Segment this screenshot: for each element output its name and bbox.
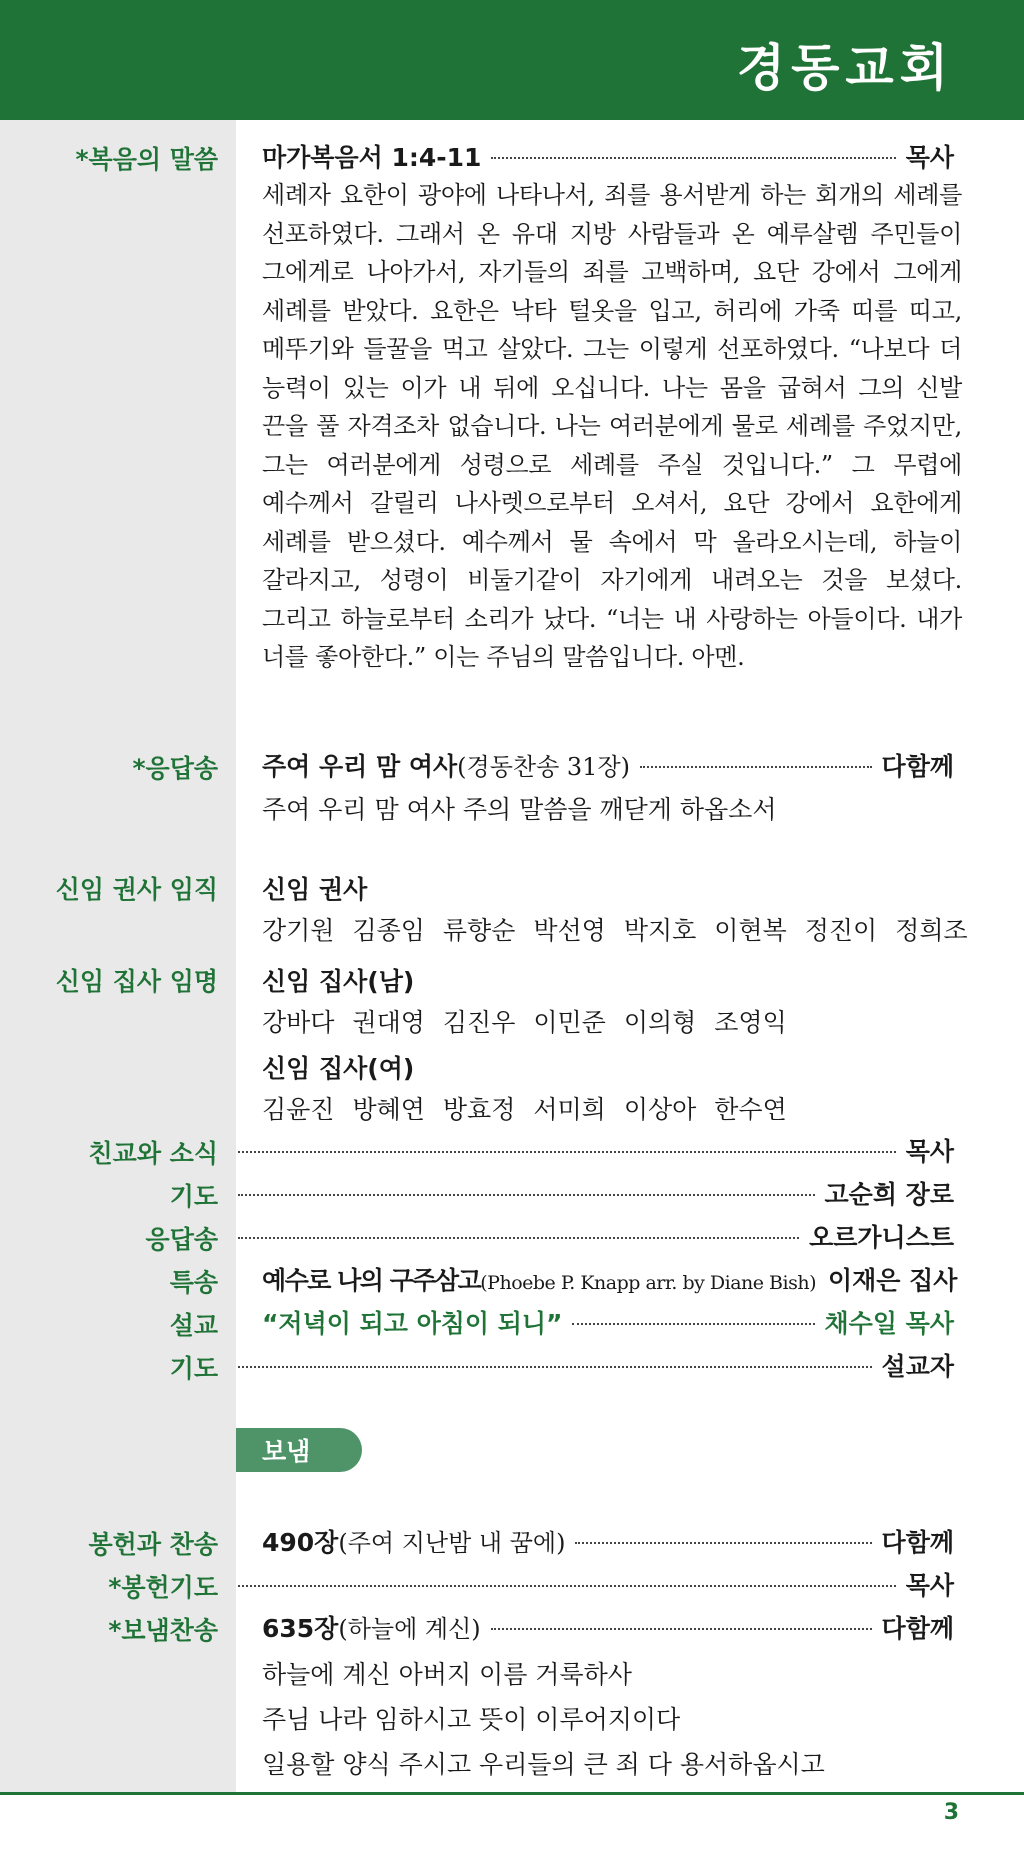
closing-hymn-ref: (하늘에 계신) xyxy=(338,1615,481,1643)
fellowship-leader: 목사 xyxy=(905,1137,954,1166)
church-name: 경동교회 xyxy=(736,39,954,97)
name-item: 이현복 xyxy=(714,916,787,945)
special-song-ref: (Phoebe P. Knapp arr. by Diane Bish) xyxy=(480,1272,816,1294)
gospel-leader: 목사 xyxy=(905,143,954,172)
dot-leader xyxy=(238,1237,799,1239)
name-item: 김윤진 xyxy=(262,1095,335,1124)
name-item: 강기원 xyxy=(262,916,335,945)
offering-prayer-leader: 목사 xyxy=(905,1571,954,1600)
name-item: 류향순 xyxy=(442,916,516,945)
response-song-leader: 다함께 xyxy=(881,752,954,781)
row-closing-hymn xyxy=(262,1609,954,1645)
name-item: 권대영 xyxy=(352,1008,425,1037)
name-item: 강바다 xyxy=(262,1008,335,1037)
name-item: 박선영 xyxy=(533,916,606,945)
row-response2 xyxy=(236,1218,954,1254)
deacon-male-subhead: 신임 집사(남) xyxy=(262,967,415,996)
row-prayer2 xyxy=(236,1347,954,1383)
name-item: 조영익 xyxy=(714,1008,787,1037)
response-song-ref: (경동찬송 31장) xyxy=(457,753,630,781)
dot-leader xyxy=(238,1585,896,1587)
closing-hymn-leader: 다함께 xyxy=(881,1614,954,1643)
name-item: 김종임 xyxy=(352,916,425,945)
response-song-line: 주여 우리 맘 여사 주의 말씀을 깨닫게 하옵소서 xyxy=(262,795,777,824)
gospel-title: 마가복음서 1:4-11 xyxy=(262,143,482,172)
closing-hymn-line: 주님 나라 임하시고 뜻이 이루어지이다 xyxy=(262,1705,681,1734)
dot-leader xyxy=(238,1366,872,1368)
section-title-sending: 보냄 xyxy=(236,1428,362,1472)
prayer2-leader: 설교자 xyxy=(881,1352,954,1381)
response2-leader: 오르가니스트 xyxy=(809,1223,954,1252)
label-offering: 봉헌과 찬송 xyxy=(88,1530,218,1559)
dot-leader xyxy=(575,1542,871,1544)
deacon-female-subhead: 신임 집사(여) xyxy=(262,1054,415,1083)
deaconess-names xyxy=(262,911,968,947)
dot-leader xyxy=(640,766,872,768)
dot-leader xyxy=(491,1628,872,1630)
response-song-title: 주여 우리 맘 여사 xyxy=(262,752,458,781)
label-sermon: 설교 xyxy=(169,1311,218,1340)
row-sermon xyxy=(262,1304,954,1340)
footer-rule xyxy=(0,1792,1024,1795)
dot-leader xyxy=(238,1194,815,1196)
row-offering-prayer xyxy=(236,1566,954,1602)
dot-leader xyxy=(238,1151,896,1153)
dot-leader xyxy=(572,1323,814,1325)
special-song-title: 예수로 나의 구주삼고 xyxy=(262,1266,481,1295)
header-bar xyxy=(0,0,1024,120)
row-special-song xyxy=(262,1261,958,1297)
name-item: 박지호 xyxy=(623,916,697,945)
name-item: 김진우 xyxy=(442,1008,516,1037)
special-song-leader: 이재은 집사 xyxy=(827,1266,958,1295)
prayer-leader: 고순희 장로 xyxy=(824,1180,954,1209)
label-special-song: 특송 xyxy=(169,1268,218,1297)
name-item: 정희조 xyxy=(895,916,968,945)
name-item: 방혜연 xyxy=(352,1095,425,1124)
name-item: 이상아 xyxy=(623,1095,697,1124)
label-response-song: *응답송 xyxy=(132,754,218,783)
label-prayer2: 기도 xyxy=(169,1354,218,1383)
closing-hymn-line: 하늘에 계신 아버지 이름 거룩하사 xyxy=(262,1660,632,1689)
name-item: 이민준 xyxy=(533,1008,606,1037)
offering-title: 490장 xyxy=(262,1528,339,1557)
label-fellowship: 친교와 소식 xyxy=(88,1139,218,1168)
label-deacon: 신임 집사 임명 xyxy=(55,967,218,996)
label-prayer: 기도 xyxy=(169,1182,218,1211)
sermon-leader: 채수일 목사 xyxy=(824,1309,954,1338)
name-item: 방효정 xyxy=(442,1095,516,1124)
deacon-male-names xyxy=(262,1003,787,1039)
label-closing-hymn: *보냄찬송 xyxy=(108,1616,218,1645)
page-number: 3 xyxy=(943,1800,959,1825)
label-offering-prayer: *봉헌기도 xyxy=(108,1573,218,1602)
name-item: 이의형 xyxy=(623,1008,697,1037)
label-gospel: *복음의 말씀 xyxy=(75,145,218,174)
deacon-female-names xyxy=(262,1090,787,1126)
offering-leader: 다함께 xyxy=(881,1528,954,1557)
closing-hymn-line: 일용할 양식 주시고 우리들의 큰 죄 다 용서하옵시고 xyxy=(262,1750,825,1779)
row-gospel xyxy=(262,138,954,174)
offering-ref: (주여 지난밤 내 꿈에) xyxy=(338,1529,566,1557)
deaconess-subhead: 신임 권사 xyxy=(262,875,368,904)
closing-hymn-title: 635장 xyxy=(262,1614,339,1643)
name-item: 서미희 xyxy=(533,1095,606,1124)
label-deaconess: 신임 권사 임직 xyxy=(55,875,218,904)
gospel-text: 세례자 요한이 광야에 나타나서, 죄를 용서받게 하는 회개의 세례를 선포하였다. 그래서 온 유대 지방 사람들과 온 예루살렘 주민들이 그에게로 나아가서, 자기들의 죄를 고백하며, 요단 강에서 그에게 세례를 받았다. 요한은 낙타 털옷을 입고, 허리에 가죽 띠를 띠고, 메뚜기와 들꿀을 먹고 살았다. 그는 이렇게 선포하였다. “나보다 더 능력이 있는 이가 내 뒤에 오십니다. 나는 몸을 굽혀서 그의 신발 끈을 풀 자격조차 없습니다. 나는 여러분에게 물로 세례를 주었지만, 그는 여러분에게 성령으로 세례를 주실 것입니다.” 그 무렵에 예수께서 갈릴리 나사렛으로부터 오셔서, 요단 강에서 요한에게 세례를 받으셨다. 예수께서 물 속에서 막 올라오시는데, 하늘이 갈라지고, 성령이 비둘기같이 자기에게 내려오는 것을 보셨다. 그리고 하늘로부터 소리가 났다. “너는 내 사랑하는 아들이다. 내가 너를 좋아한다.” 이는 주님의 말씀입니다. 아멘. xyxy=(262,181,962,671)
sermon-title: “저녁이 되고 아침이 되니” xyxy=(262,1309,563,1338)
name-item: 정진이 xyxy=(804,916,878,945)
label-response2: 응답송 xyxy=(145,1225,218,1254)
row-response-song xyxy=(262,747,954,783)
name-item: 한수연 xyxy=(714,1095,787,1124)
row-fellowship xyxy=(236,1132,954,1168)
row-prayer xyxy=(236,1175,954,1211)
dot-leader xyxy=(491,157,895,159)
row-offering xyxy=(262,1523,954,1559)
